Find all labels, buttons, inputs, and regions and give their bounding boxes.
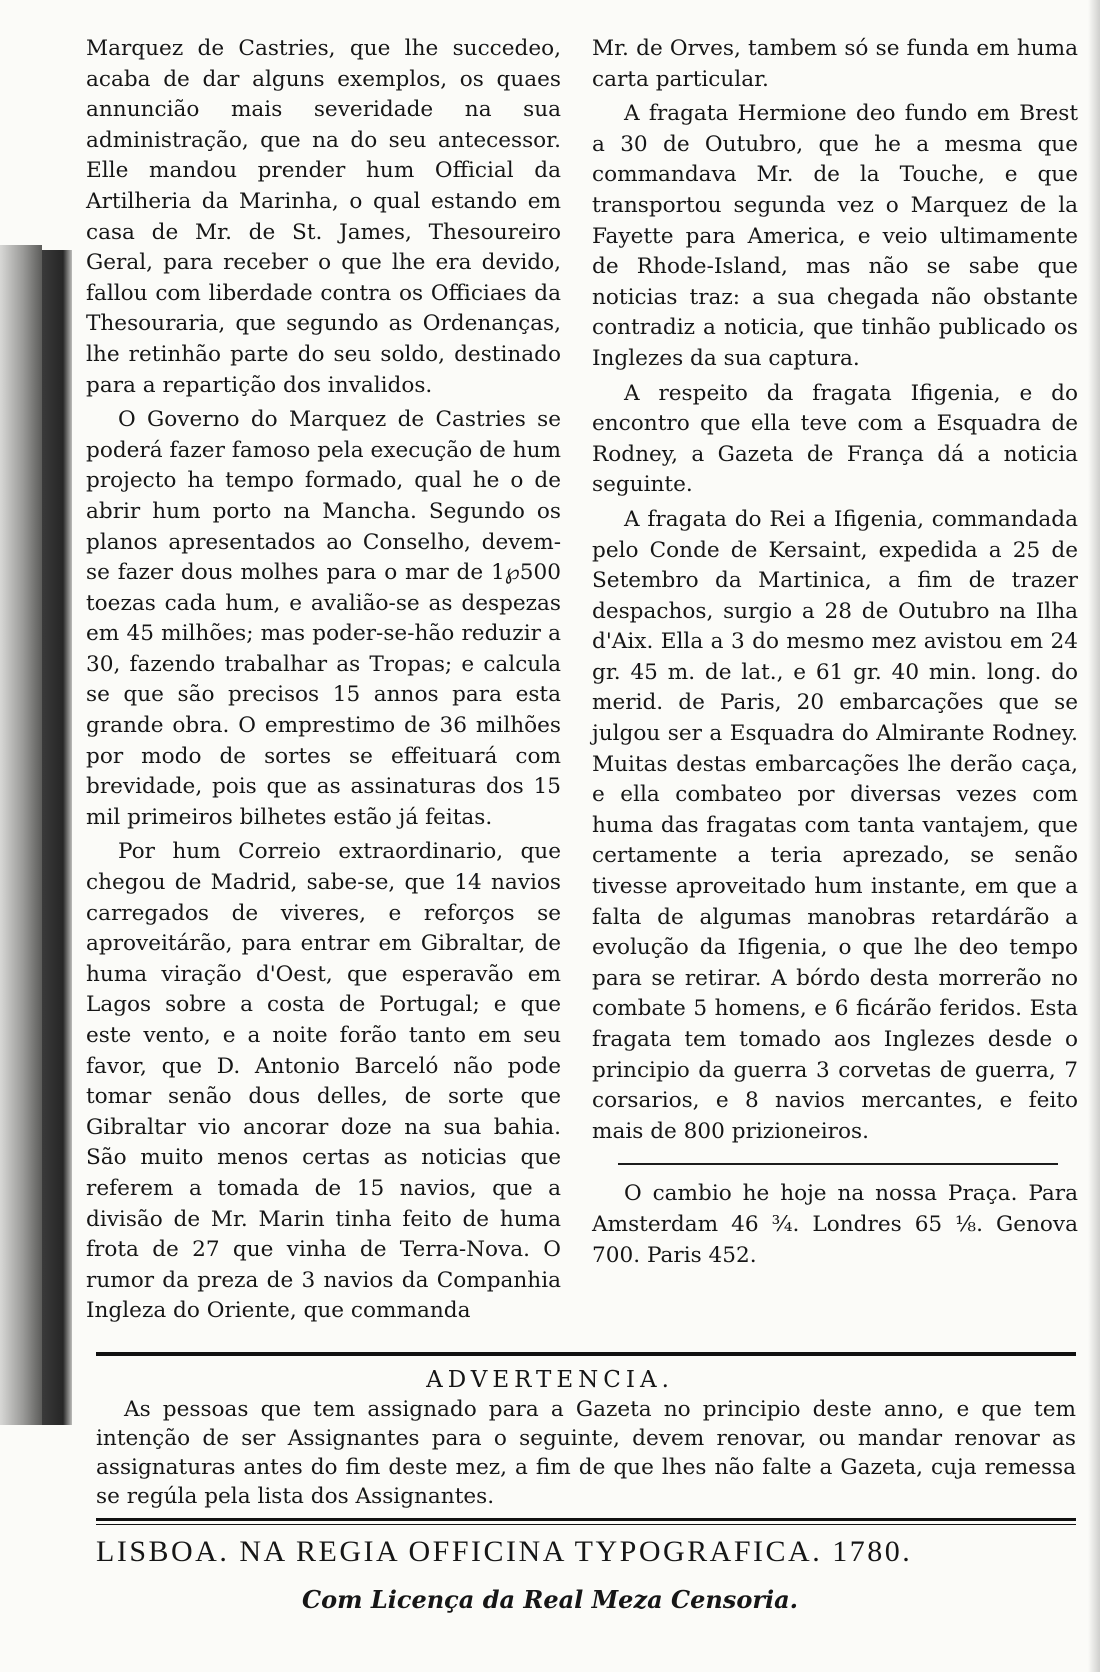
notice-title: ADVERTENCIA. bbox=[426, 1367, 674, 1393]
imprint-line: LISBOA. NA REGIA OFFICINA TYPOGRAFICA. 1780. bbox=[96, 1535, 913, 1568]
left-paragraph-2: O Governo do Marquez de Castries se poderá fazer famoso pela execução de hum projecto ha tempo formado, qual he o de abrir hum porto na Mancha. Segundo os planos apresentados ao Conselho, devem-se fazer dous molhes para o mar de 1℘500 toezas cada hum, e avalião-se as despezas em 45 milhões; mas poder-se-hão reduzir a 30, fazendo trabalhar as Tropas; e calcula se que são precisos 15 annos para esta grande obra. O emprestimo de 36 milhões por modo de sortes se effeituará com brevidade, pois que as assinaturas dos 15 mil primeiros bilhetes estão já feitas. bbox=[86, 407, 561, 830]
right-paragraph-2: A fragata Hermione deo fundo em Brest a 30 de Outubro, que he a mesma que commandava Mr. de la Touche, e que transportou segunda vez o Marquez de la Fayette para America, e veio ultimamente de Rhode-Island, mas não se sabe que noticias traz: a sua chegada não obstante contradiz a noticia, que tinhão publicado os Inglezes da sua captura. bbox=[592, 101, 1078, 371]
notice-body: As pessoas que tem assignado para a Gazeta no principio deste anno, e que tem intenção de ser Assignantes para o seguinte, devem renovar, ou mandar renovar as assignaturas antes do fim deste mez, a fim de que lhes não falte a Gazeta, cuja remessa se regúla pela lista dos Assignantes. bbox=[96, 1397, 1076, 1509]
page-scan-edge bbox=[42, 250, 72, 1425]
right-paragraph-3: A respeito da fragata Ifigenia, e do encontro que ella teve com a Esquadra de Rodney, a Gazeta de França dá a noticia seguinte. bbox=[592, 380, 1078, 498]
left-paragraph-1: Marquez de Castries, que lhe succedeo, acaba de dar alguns exemplos, os quaes annuncião mais severidade na sua administração, que na do seu antecessor. Elle mandou prender hum Official da Artilheria da Marinha, o qual estando em casa de Mr. de St. James, Thesoureiro Geral, para receber o que lhe era devido, fallou com liberdade contra os Officiaes da Thesouraria, que segundo as Ordenanças, lhe retinhão parte do seu soldo, destinado para a repartição dos invalidos. bbox=[86, 36, 561, 398]
exchange-rates: O cambio he hoje na nossa Praça. Para Amsterdam 46 ¾. Londres 65 ⅛. Genova 700. Paris 452. bbox=[592, 1181, 1078, 1268]
imprint-top-rule bbox=[96, 1518, 1076, 1521]
right-paragraph-1: Mr. de Orves, tambem só se funda em huma carta particular. bbox=[592, 36, 1078, 92]
exchange-divider bbox=[618, 1163, 1058, 1165]
notice-top-rule bbox=[96, 1352, 1076, 1356]
right-column bbox=[592, 34, 1078, 1275]
imprint-top-rule-thin bbox=[96, 1524, 1076, 1525]
license-line: Com Licença da Real Meza Censoria. bbox=[301, 1585, 798, 1614]
left-column bbox=[86, 34, 561, 1331]
page-scan-shadow bbox=[0, 245, 42, 1425]
left-paragraph-3: Por hum Correio extraordinario, que chegou de Madrid, sabe-se, que 14 navios carregados de viveres, e reforços se aproveitárão, para entrar em Gibraltar, de huma viração d'Oest, que esperavão em Lagos sobre a costa de Portugal; e que este vento, e a noite forão tanto em seu favor, que D. Antonio Barceló não pode tomar senão dous delles, de sorte que Gibraltar vio ancorar doze na sua bahia. São muito menos certas as noticias que referem a tomada de 15 navios, que a divisão de Mr. Marin tinha feito de huma frota de 27 que vinha de Terra-Nova. O rumor da preza de 3 navios da Companhia Ingleza do Oriente, que commanda bbox=[86, 839, 561, 1324]
right-paragraph-4: A fragata do Rei a Ifigenia, commandada pelo Conde de Kersaint, expedida a 25 de Setembro da Martinica, a fim de trazer despachos, surgio a 28 de Outubro na Ilha d'Aix. Ella a 3 do mesmo mez avistou em 24 gr. 45 m. de lat., e 61 gr. 40 min. long. do merid. de Paris, 20 embarcações que se julgou ser a Esquadra do Almirante Rodney. Muitas destas embarcações lhe derão caça, e ella combateo por diversas vezes com huma das fragatas com tanta vantajem, que certamente a teria aprezado, se senão tivesse aproveitado hum instante, em que a falta de algumas manobras retardárão a evolução da Ifigenia, o que lhe deo tempo para se retirar. A bórdo desta morrerão no combate 5 homens, e 6 ficárão feridos. Esta fragata tem tomado aos Inglezes desde o principio da guerra 3 corvetas de guerra, 7 corsarios, e 8 navios mercantes, e feito mais de 800 prizioneiros. bbox=[592, 506, 1078, 1144]
page-right-edge bbox=[1088, 0, 1100, 1672]
